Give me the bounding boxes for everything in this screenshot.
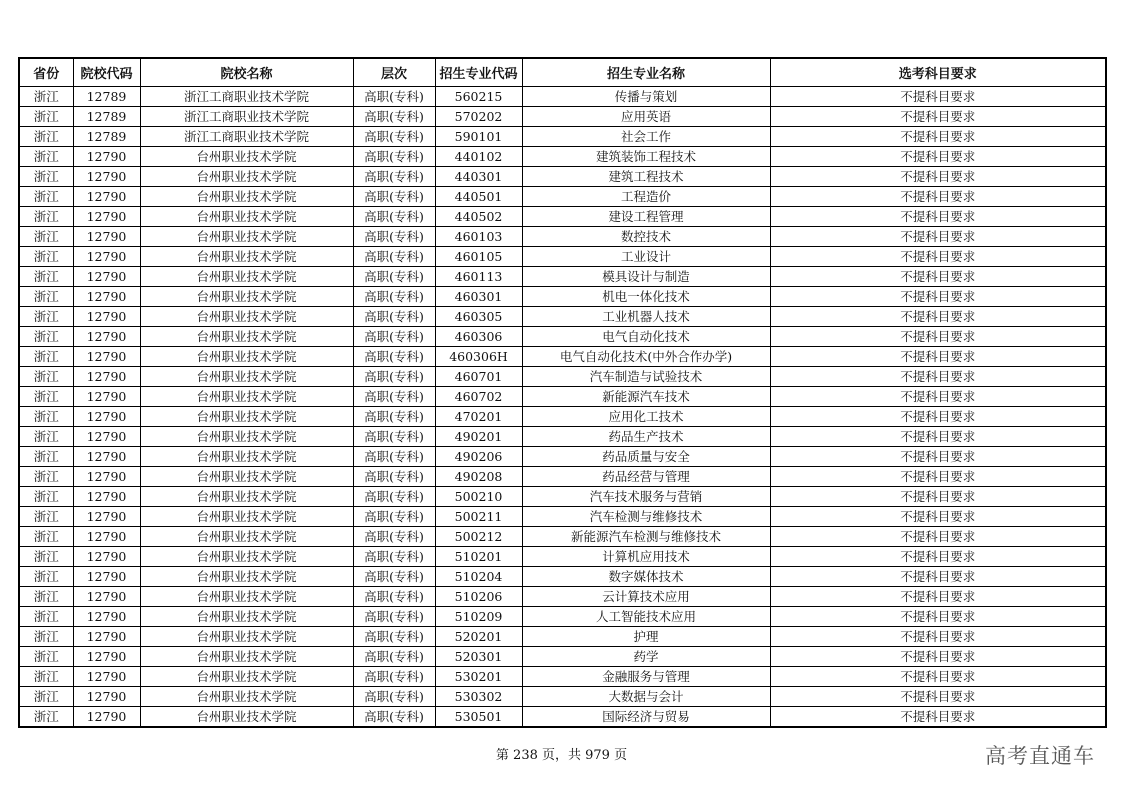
province-cell: 浙江	[19, 147, 73, 167]
school-name-cell: 台州职业技术学院	[140, 327, 353, 347]
school-code-cell: 12790	[73, 227, 140, 247]
school-name-cell: 台州职业技术学院	[140, 227, 353, 247]
major-name-cell: 模具设计与制造	[522, 267, 770, 287]
major-name-cell: 建筑工程技术	[522, 167, 770, 187]
major-name-cell: 药品经营与管理	[522, 467, 770, 487]
level-cell: 高职(专科)	[353, 287, 435, 307]
level-cell: 高职(专科)	[353, 267, 435, 287]
school-code-cell: 12789	[73, 107, 140, 127]
school-name-cell: 台州职业技术学院	[140, 147, 353, 167]
subject-requirement-cell: 不提科目要求	[770, 487, 1106, 507]
level-cell: 高职(专科)	[353, 527, 435, 547]
admission-table	[18, 57, 1107, 728]
major-code-cell: 490208	[435, 467, 522, 487]
table-row	[19, 387, 1106, 407]
major-code-cell: 510201	[435, 547, 522, 567]
major-name-cell: 应用化工技术	[522, 407, 770, 427]
table-row	[19, 87, 1106, 107]
header-major-code: 招生专业代码	[435, 58, 522, 87]
level-cell: 高职(专科)	[353, 207, 435, 227]
school-code-cell: 12790	[73, 527, 140, 547]
major-name-cell: 工业设计	[522, 247, 770, 267]
major-code-cell: 460301	[435, 287, 522, 307]
subject-requirement-cell: 不提科目要求	[770, 667, 1106, 687]
subject-requirement-cell: 不提科目要求	[770, 147, 1106, 167]
table-row	[19, 487, 1106, 507]
subject-requirement-cell: 不提科目要求	[770, 187, 1106, 207]
school-code-cell: 12790	[73, 427, 140, 447]
school-code-cell: 12790	[73, 247, 140, 267]
table-row	[19, 147, 1106, 167]
school-name-cell: 台州职业技术学院	[140, 687, 353, 707]
school-code-cell: 12790	[73, 667, 140, 687]
school-code-cell: 12790	[73, 447, 140, 467]
level-cell: 高职(专科)	[353, 127, 435, 147]
province-cell: 浙江	[19, 127, 73, 147]
school-name-cell: 台州职业技术学院	[140, 667, 353, 687]
page-number: 第 238 页，共 979 页	[495, 748, 628, 763]
major-code-cell: 460306H	[435, 347, 522, 367]
table-row	[19, 307, 1106, 327]
province-cell: 浙江	[19, 587, 73, 607]
subject-requirement-cell: 不提科目要求	[770, 587, 1106, 607]
subject-requirement-cell: 不提科目要求	[770, 227, 1106, 247]
school-code-cell: 12790	[73, 307, 140, 327]
school-name-cell: 台州职业技术学院	[140, 567, 353, 587]
province-cell: 浙江	[19, 387, 73, 407]
school-name-cell: 台州职业技术学院	[140, 507, 353, 527]
level-cell: 高职(专科)	[353, 407, 435, 427]
watermark-logo: 高考直通车	[985, 744, 1095, 768]
major-code-cell: 490206	[435, 447, 522, 467]
major-code-cell: 460701	[435, 367, 522, 387]
level-cell: 高职(专科)	[353, 167, 435, 187]
school-name-cell: 台州职业技术学院	[140, 707, 353, 728]
table-row	[19, 267, 1106, 287]
province-cell: 浙江	[19, 247, 73, 267]
major-code-cell: 440301	[435, 167, 522, 187]
province-cell: 浙江	[19, 367, 73, 387]
school-code-cell: 12789	[73, 127, 140, 147]
major-code-cell: 510209	[435, 607, 522, 627]
major-name-cell: 数字媒体技术	[522, 567, 770, 587]
level-cell: 高职(专科)	[353, 647, 435, 667]
major-code-cell: 530201	[435, 667, 522, 687]
level-cell: 高职(专科)	[353, 467, 435, 487]
school-name-cell: 浙江工商职业技术学院	[140, 107, 353, 127]
table-header-row	[19, 58, 1106, 87]
school-name-cell: 浙江工商职业技术学院	[140, 127, 353, 147]
subject-requirement-cell: 不提科目要求	[770, 407, 1106, 427]
school-code-cell: 12790	[73, 187, 140, 207]
major-name-cell: 药品质量与安全	[522, 447, 770, 467]
school-name-cell: 台州职业技术学院	[140, 407, 353, 427]
level-cell: 高职(专科)	[353, 347, 435, 367]
table-row	[19, 687, 1106, 707]
school-name-cell: 台州职业技术学院	[140, 187, 353, 207]
school-name-cell: 台州职业技术学院	[140, 427, 353, 447]
level-cell: 高职(专科)	[353, 667, 435, 687]
province-cell: 浙江	[19, 667, 73, 687]
major-name-cell: 汽车技术服务与营销	[522, 487, 770, 507]
major-code-cell: 440501	[435, 187, 522, 207]
school-name-cell: 台州职业技术学院	[140, 527, 353, 547]
table-body	[19, 87, 1106, 728]
header-level: 层次	[353, 58, 435, 87]
major-code-cell: 510204	[435, 567, 522, 587]
province-cell: 浙江	[19, 567, 73, 587]
major-name-cell: 新能源汽车检测与维修技术	[522, 527, 770, 547]
province-cell: 浙江	[19, 547, 73, 567]
table-row	[19, 547, 1106, 567]
header-major-name: 招生专业名称	[522, 58, 770, 87]
header-subject-requirement: 选考科目要求	[770, 58, 1106, 87]
table-row	[19, 507, 1106, 527]
province-cell: 浙江	[19, 347, 73, 367]
major-code-cell: 460103	[435, 227, 522, 247]
school-code-cell: 12790	[73, 387, 140, 407]
level-cell: 高职(专科)	[353, 147, 435, 167]
header-province: 省份	[19, 58, 73, 87]
level-cell: 高职(专科)	[353, 227, 435, 247]
province-cell: 浙江	[19, 287, 73, 307]
school-name-cell: 台州职业技术学院	[140, 267, 353, 287]
major-name-cell: 护理	[522, 627, 770, 647]
school-name-cell: 台州职业技术学院	[140, 587, 353, 607]
level-cell: 高职(专科)	[353, 87, 435, 107]
level-cell: 高职(专科)	[353, 707, 435, 728]
school-code-cell: 12790	[73, 607, 140, 627]
subject-requirement-cell: 不提科目要求	[770, 167, 1106, 187]
province-cell: 浙江	[19, 447, 73, 467]
major-name-cell: 建筑装饰工程技术	[522, 147, 770, 167]
level-cell: 高职(专科)	[353, 567, 435, 587]
school-code-cell: 12789	[73, 87, 140, 107]
subject-requirement-cell: 不提科目要求	[770, 287, 1106, 307]
major-code-cell: 440502	[435, 207, 522, 227]
level-cell: 高职(专科)	[353, 447, 435, 467]
subject-requirement-cell: 不提科目要求	[770, 547, 1106, 567]
school-name-cell: 台州职业技术学院	[140, 607, 353, 627]
subject-requirement-cell: 不提科目要求	[770, 387, 1106, 407]
major-name-cell: 建设工程管理	[522, 207, 770, 227]
province-cell: 浙江	[19, 107, 73, 127]
level-cell: 高职(专科)	[353, 247, 435, 267]
school-name-cell: 台州职业技术学院	[140, 347, 353, 367]
major-name-cell: 人工智能技术应用	[522, 607, 770, 627]
major-name-cell: 工业机器人技术	[522, 307, 770, 327]
major-name-cell: 新能源汽车技术	[522, 387, 770, 407]
school-code-cell: 12790	[73, 627, 140, 647]
province-cell: 浙江	[19, 487, 73, 507]
province-cell: 浙江	[19, 647, 73, 667]
school-code-cell: 12790	[73, 367, 140, 387]
level-cell: 高职(专科)	[353, 607, 435, 627]
school-name-cell: 台州职业技术学院	[140, 307, 353, 327]
province-cell: 浙江	[19, 687, 73, 707]
level-cell: 高职(专科)	[353, 487, 435, 507]
school-code-cell: 12790	[73, 147, 140, 167]
subject-requirement-cell: 不提科目要求	[770, 327, 1106, 347]
major-code-cell: 500210	[435, 487, 522, 507]
subject-requirement-cell: 不提科目要求	[770, 367, 1106, 387]
major-name-cell: 国际经济与贸易	[522, 707, 770, 728]
table-row	[19, 627, 1106, 647]
school-name-cell: 浙江工商职业技术学院	[140, 87, 353, 107]
subject-requirement-cell: 不提科目要求	[770, 267, 1106, 287]
major-code-cell: 460305	[435, 307, 522, 327]
school-name-cell: 台州职业技术学院	[140, 387, 353, 407]
table-row	[19, 607, 1106, 627]
school-code-cell: 12790	[73, 647, 140, 667]
school-code-cell: 12790	[73, 687, 140, 707]
school-name-cell: 台州职业技术学院	[140, 627, 353, 647]
province-cell: 浙江	[19, 267, 73, 287]
subject-requirement-cell: 不提科目要求	[770, 87, 1106, 107]
subject-requirement-cell: 不提科目要求	[770, 627, 1106, 647]
table-row	[19, 587, 1106, 607]
school-code-cell: 12790	[73, 407, 140, 427]
subject-requirement-cell: 不提科目要求	[770, 127, 1106, 147]
table-row	[19, 707, 1106, 728]
school-code-cell: 12790	[73, 567, 140, 587]
major-code-cell: 570202	[435, 107, 522, 127]
major-name-cell: 计算机应用技术	[522, 547, 770, 567]
major-name-cell: 药品生产技术	[522, 427, 770, 447]
major-name-cell: 云计算技术应用	[522, 587, 770, 607]
subject-requirement-cell: 不提科目要求	[770, 647, 1106, 667]
province-cell: 浙江	[19, 307, 73, 327]
province-cell: 浙江	[19, 187, 73, 207]
table-row	[19, 407, 1106, 427]
major-code-cell: 460702	[435, 387, 522, 407]
province-cell: 浙江	[19, 407, 73, 427]
admission-table-container	[18, 57, 1105, 728]
school-name-cell: 台州职业技术学院	[140, 467, 353, 487]
major-name-cell: 社会工作	[522, 127, 770, 147]
subject-requirement-cell: 不提科目要求	[770, 607, 1106, 627]
table-row	[19, 667, 1106, 687]
major-name-cell: 应用英语	[522, 107, 770, 127]
level-cell: 高职(专科)	[353, 387, 435, 407]
subject-requirement-cell: 不提科目要求	[770, 687, 1106, 707]
table-row	[19, 427, 1106, 447]
province-cell: 浙江	[19, 467, 73, 487]
subject-requirement-cell: 不提科目要求	[770, 427, 1106, 447]
school-name-cell: 台州职业技术学院	[140, 447, 353, 467]
major-code-cell: 590101	[435, 127, 522, 147]
major-code-cell: 460105	[435, 247, 522, 267]
subject-requirement-cell: 不提科目要求	[770, 447, 1106, 467]
major-name-cell: 大数据与会计	[522, 687, 770, 707]
school-name-cell: 台州职业技术学院	[140, 247, 353, 267]
level-cell: 高职(专科)	[353, 427, 435, 447]
major-name-cell: 金融服务与管理	[522, 667, 770, 687]
province-cell: 浙江	[19, 167, 73, 187]
province-cell: 浙江	[19, 527, 73, 547]
school-name-cell: 台州职业技术学院	[140, 287, 353, 307]
table-row	[19, 127, 1106, 147]
major-name-cell: 汽车制造与试验技术	[522, 367, 770, 387]
province-cell: 浙江	[19, 207, 73, 227]
level-cell: 高职(专科)	[353, 107, 435, 127]
major-name-cell: 药学	[522, 647, 770, 667]
school-name-cell: 台州职业技术学院	[140, 487, 353, 507]
header-school-name: 院校名称	[140, 58, 353, 87]
major-name-cell: 机电一体化技术	[522, 287, 770, 307]
school-name-cell: 台州职业技术学院	[140, 647, 353, 667]
subject-requirement-cell: 不提科目要求	[770, 207, 1106, 227]
school-code-cell: 12790	[73, 587, 140, 607]
subject-requirement-cell: 不提科目要求	[770, 307, 1106, 327]
major-code-cell: 520301	[435, 647, 522, 667]
level-cell: 高职(专科)	[353, 187, 435, 207]
school-code-cell: 12790	[73, 707, 140, 728]
major-code-cell: 510206	[435, 587, 522, 607]
major-name-cell: 电气自动化技术(中外合作办学)	[522, 347, 770, 367]
major-code-cell: 460113	[435, 267, 522, 287]
table-row	[19, 527, 1106, 547]
table-row	[19, 167, 1106, 187]
subject-requirement-cell: 不提科目要求	[770, 527, 1106, 547]
school-name-cell: 台州职业技术学院	[140, 167, 353, 187]
level-cell: 高职(专科)	[353, 307, 435, 327]
subject-requirement-cell: 不提科目要求	[770, 347, 1106, 367]
major-code-cell: 460306	[435, 327, 522, 347]
table-row	[19, 467, 1106, 487]
level-cell: 高职(专科)	[353, 327, 435, 347]
school-code-cell: 12790	[73, 487, 140, 507]
table-row	[19, 187, 1106, 207]
subject-requirement-cell: 不提科目要求	[770, 467, 1106, 487]
table-row	[19, 287, 1106, 307]
province-cell: 浙江	[19, 627, 73, 647]
major-name-cell: 电气自动化技术	[522, 327, 770, 347]
level-cell: 高职(专科)	[353, 547, 435, 567]
school-name-cell: 台州职业技术学院	[140, 367, 353, 387]
subject-requirement-cell: 不提科目要求	[770, 567, 1106, 587]
school-code-cell: 12790	[73, 207, 140, 227]
province-cell: 浙江	[19, 87, 73, 107]
major-code-cell: 500212	[435, 527, 522, 547]
subject-requirement-cell: 不提科目要求	[770, 247, 1106, 267]
province-cell: 浙江	[19, 327, 73, 347]
table-row	[19, 447, 1106, 467]
subject-requirement-cell: 不提科目要求	[770, 707, 1106, 728]
level-cell: 高职(专科)	[353, 587, 435, 607]
major-name-cell: 工程造价	[522, 187, 770, 207]
major-code-cell: 500211	[435, 507, 522, 527]
school-code-cell: 12790	[73, 547, 140, 567]
level-cell: 高职(专科)	[353, 627, 435, 647]
province-cell: 浙江	[19, 507, 73, 527]
province-cell: 浙江	[19, 607, 73, 627]
subject-requirement-cell: 不提科目要求	[770, 507, 1106, 527]
header-school-code: 院校代码	[73, 58, 140, 87]
school-name-cell: 台州职业技术学院	[140, 207, 353, 227]
province-cell: 浙江	[19, 427, 73, 447]
school-code-cell: 12790	[73, 347, 140, 367]
major-code-cell: 470201	[435, 407, 522, 427]
major-code-cell: 440102	[435, 147, 522, 167]
major-name-cell: 汽车检测与维修技术	[522, 507, 770, 527]
level-cell: 高职(专科)	[353, 507, 435, 527]
school-code-cell: 12790	[73, 267, 140, 287]
table-row	[19, 567, 1106, 587]
table-row	[19, 207, 1106, 227]
major-code-cell: 490201	[435, 427, 522, 447]
school-code-cell: 12790	[73, 467, 140, 487]
major-code-cell: 520201	[435, 627, 522, 647]
level-cell: 高职(专科)	[353, 367, 435, 387]
school-code-cell: 12790	[73, 167, 140, 187]
table-row	[19, 327, 1106, 347]
table-row	[19, 347, 1106, 367]
province-cell: 浙江	[19, 227, 73, 247]
level-cell: 高职(专科)	[353, 687, 435, 707]
major-code-cell: 530501	[435, 707, 522, 728]
subject-requirement-cell: 不提科目要求	[770, 107, 1106, 127]
table-row	[19, 247, 1106, 267]
province-cell: 浙江	[19, 707, 73, 728]
table-row	[19, 647, 1106, 667]
school-name-cell: 台州职业技术学院	[140, 547, 353, 567]
school-code-cell: 12790	[73, 327, 140, 347]
table-row	[19, 227, 1106, 247]
table-row	[19, 367, 1106, 387]
school-code-cell: 12790	[73, 287, 140, 307]
major-name-cell: 数控技术	[522, 227, 770, 247]
major-code-cell: 530302	[435, 687, 522, 707]
major-code-cell: 560215	[435, 87, 522, 107]
table-row	[19, 107, 1106, 127]
school-code-cell: 12790	[73, 507, 140, 527]
major-name-cell: 传播与策划	[522, 87, 770, 107]
